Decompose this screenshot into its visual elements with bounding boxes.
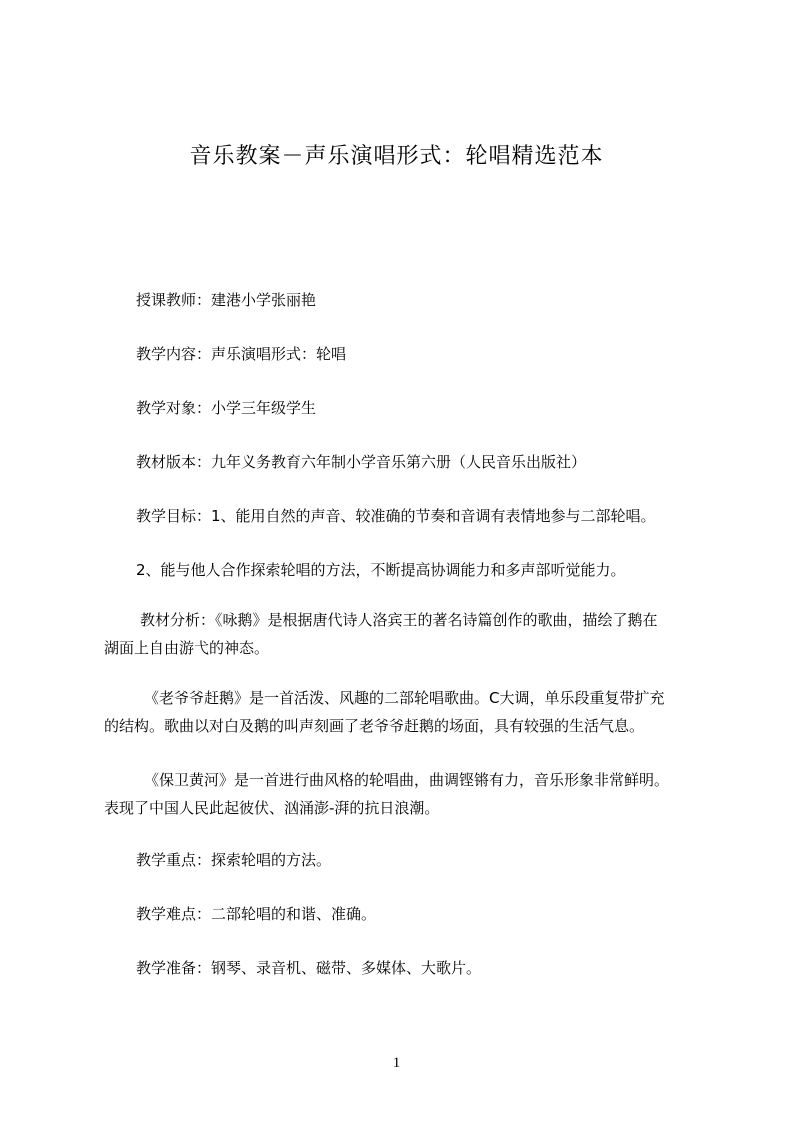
paragraph-line: 教材分析：《咏鹅》是根据唐代诗人洛宾王的著名诗篇创作的歌曲，描绘了鹅在 bbox=[140, 611, 658, 629]
document-title: 音乐教案－声乐演唱形式：轮唱精选范本 bbox=[189, 144, 604, 169]
paragraph-line: 《保卫黄河》是一首进行曲风格的轮唱曲，曲调铿锵有力，音乐形象非常鲜明。 bbox=[144, 771, 670, 789]
analysis-paragraph-1 bbox=[104, 606, 704, 662]
audience-line: 教学对象：小学三年级学生 bbox=[136, 399, 317, 417]
teacher-line: 授课教师：建港小学张丽艳 bbox=[136, 291, 317, 309]
analysis-paragraph-3 bbox=[104, 766, 704, 822]
key-point-line: 教学重点：探索轮唱的方法。 bbox=[136, 851, 332, 869]
preparation-line: 教学准备：钢琴、录音机、磁带、多媒体、大歌片。 bbox=[136, 959, 482, 977]
paragraph-line: 表现了中国人民此起彼伏、汹涌澎-湃的抗日浪潮。 bbox=[104, 799, 440, 817]
page-number: 1 bbox=[392, 1055, 401, 1071]
paragraph-line: 湖面上自由游弋的神态。 bbox=[104, 639, 270, 657]
difficulty-line: 教学难点：二部轮唱的和谐、准确。 bbox=[136, 905, 377, 923]
content-line: 教学内容：声乐演唱形式：轮唱 bbox=[136, 345, 347, 363]
paragraph-line: 《老爷爷赶鹅》是一首活泼、风趣的二部轮唱歌曲。C大调，单乐段重复带扩充 bbox=[144, 689, 665, 707]
paragraph-line: 的结构。歌曲以对白及鹅的叫声刻画了老爷爷赶鹅的场面，具有较强的生活气息。 bbox=[104, 717, 645, 735]
goal-line-2: 2、能与他人合作探索轮唱的方法，不断提高协调能力和多声部听觉能力。 bbox=[136, 561, 626, 579]
edition-line: 教材版本：九年义务教育六年制小学音乐第六册（人民音乐出版社） bbox=[136, 453, 587, 471]
analysis-paragraph-2 bbox=[104, 684, 704, 740]
goal-line-1: 教学目标：1、能用自然的声音、较准确的节奏和音调有表情地参与二部轮唱。 bbox=[136, 507, 656, 525]
